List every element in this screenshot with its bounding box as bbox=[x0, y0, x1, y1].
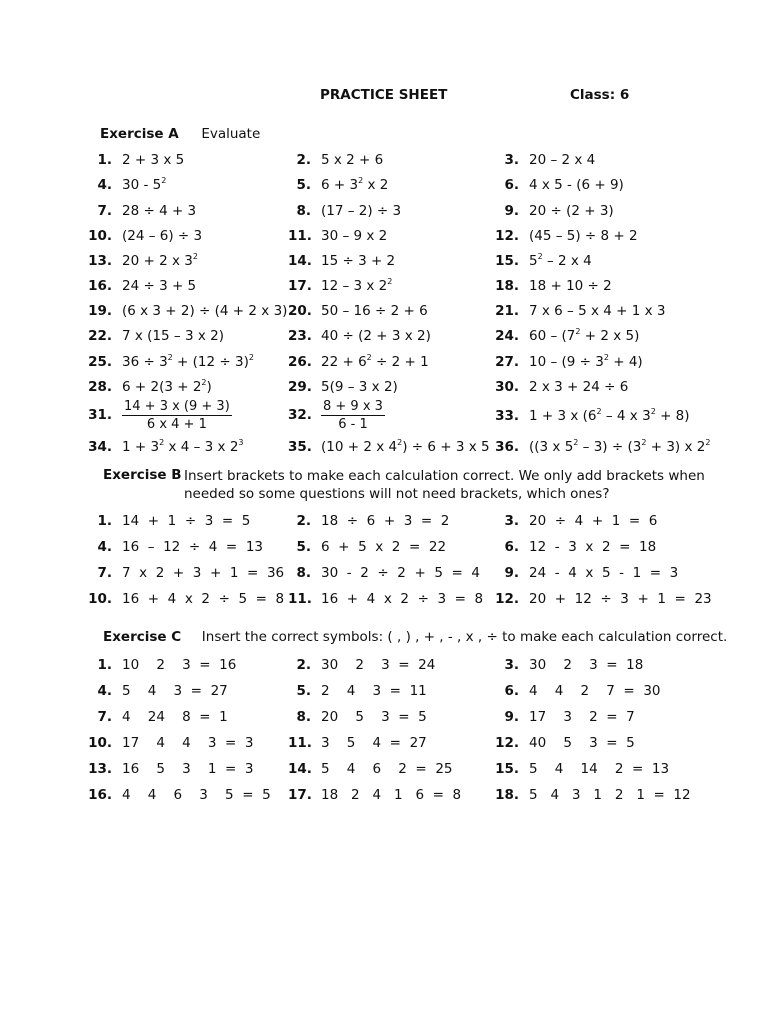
problem-expression: 14 + 1 ÷ 3 = 5 bbox=[122, 513, 251, 529]
problem bbox=[492, 513, 657, 529]
problem-number: 9. bbox=[504, 203, 519, 219]
problem-number: 35. bbox=[288, 439, 312, 455]
problem-expression: (24 – 6) ÷ 3 bbox=[122, 228, 203, 244]
problem bbox=[288, 228, 387, 244]
problem-number: 12. bbox=[495, 735, 519, 751]
problem bbox=[288, 657, 435, 673]
problem-expression: 30 2 3 = 24 bbox=[321, 657, 436, 673]
exponent: 2 bbox=[603, 352, 609, 362]
exponent: 2 bbox=[248, 352, 254, 362]
problem-number: 7. bbox=[97, 565, 112, 581]
problem-expression: 17 3 2 = 7 bbox=[529, 709, 635, 725]
exercise-c-instruction: Insert the correct symbols: ( , ) , + , - , x , ÷ to make each calculation correct. bbox=[201, 629, 728, 645]
problem-number: 9. bbox=[504, 565, 519, 581]
exponent: 2 bbox=[575, 326, 581, 336]
exercise-b-instruction-line1: Insert brackets to make each calculation correct. We only add brackets when bbox=[184, 468, 705, 484]
problem-expression: (45 – 5) ÷ 8 + 2 bbox=[529, 228, 638, 244]
problem-number: 30. bbox=[495, 379, 519, 395]
problem bbox=[288, 354, 429, 370]
exponent: 2 bbox=[705, 437, 711, 447]
exponent: 3 bbox=[238, 437, 244, 447]
problem bbox=[492, 565, 678, 581]
problem-expression: 1 + 3 x ($6^2 - 4$ x $3^2 + 8$) bbox=[529, 406, 690, 424]
problem bbox=[492, 683, 661, 699]
problem bbox=[288, 439, 490, 455]
problem bbox=[88, 539, 263, 555]
problem-number: 31. bbox=[88, 407, 112, 423]
problem bbox=[88, 683, 228, 699]
problem-number: 1. bbox=[97, 152, 112, 168]
problem-number: 5. bbox=[296, 177, 311, 193]
problem bbox=[492, 787, 691, 803]
problem-number: 1. bbox=[97, 657, 112, 673]
problem-expression: 20 + 2 x $3^2$ bbox=[122, 251, 198, 269]
problem-number: 14. bbox=[288, 761, 312, 777]
problem-expression: 12 - 3 x 2 = 18 bbox=[529, 539, 657, 555]
exercise-b-label: Exercise B bbox=[103, 467, 182, 483]
problem bbox=[492, 591, 712, 607]
problem-number: 2. bbox=[296, 152, 311, 168]
problem-number: 14. bbox=[288, 253, 312, 269]
problem bbox=[492, 735, 635, 751]
problem-number: 27. bbox=[495, 354, 519, 370]
exercise-b-heading bbox=[103, 467, 182, 483]
problem bbox=[492, 152, 595, 168]
problem-number: 12. bbox=[495, 591, 519, 607]
problem-expression: 40 ÷ (2 + 3 x 2) bbox=[321, 328, 431, 344]
problem-expression: $10 - (9 \div 3^2 + 4)$ bbox=[529, 352, 643, 370]
problem bbox=[88, 565, 284, 581]
problem-expression: 20 – 2 x 4 bbox=[529, 152, 596, 168]
problem-number: 3. bbox=[504, 513, 519, 529]
problem-number: 2. bbox=[296, 513, 311, 529]
problem bbox=[288, 513, 449, 529]
problem-number: 26. bbox=[288, 354, 312, 370]
exercise-c-heading bbox=[103, 629, 727, 645]
problem-number: 10. bbox=[88, 735, 112, 751]
fraction-denominator: 6 - 1 bbox=[338, 417, 368, 432]
problem-expression: 20 ÷ (2 + 3) bbox=[529, 203, 614, 219]
problem-expression: 16 5 3 1 = 3 bbox=[122, 761, 254, 777]
exercise-a-instruction: Evaluate bbox=[201, 126, 261, 142]
problem bbox=[88, 152, 184, 168]
problem bbox=[288, 398, 385, 432]
problem bbox=[492, 328, 639, 344]
problem bbox=[88, 513, 250, 529]
problem-expression: 20 ÷ 4 + 1 = 6 bbox=[529, 513, 658, 529]
problem-number: 36. bbox=[495, 439, 519, 455]
problem-expression: 30 – 9 x 2 bbox=[321, 228, 388, 244]
problem bbox=[492, 657, 643, 673]
problem bbox=[492, 303, 665, 319]
problem-expression: 17 4 4 3 = 3 bbox=[122, 735, 254, 751]
problem-number: 9. bbox=[504, 709, 519, 725]
problem-number: 6. bbox=[504, 177, 519, 193]
problem-expression: 18 2 4 1 6 = 8 bbox=[321, 787, 462, 803]
problem-expression: 24 ÷ 3 + 5 bbox=[122, 278, 197, 294]
problem-expression: 4 x 5 - (6 + 9) bbox=[529, 177, 624, 193]
problem bbox=[88, 354, 254, 370]
problem-expression: 16 – 12 ÷ 4 = 13 bbox=[122, 539, 263, 555]
problem-number: 7. bbox=[97, 709, 112, 725]
page-title: PRACTICE SHEET bbox=[320, 87, 448, 103]
problem bbox=[288, 303, 428, 319]
problem bbox=[288, 328, 431, 344]
problem-expression: $1 + 3^2$ x 4 – 3 x $2^3$ bbox=[122, 437, 244, 455]
problem-expression: ((3 x $5^2 - 3) \div (3^2 + 3)$ x $2^2$ bbox=[529, 437, 711, 455]
problem bbox=[288, 565, 480, 581]
problem-number: 4. bbox=[97, 177, 112, 193]
problem-number: 16. bbox=[88, 278, 112, 294]
problem-expression: 30 - 2 ÷ 2 + 5 = 4 bbox=[321, 565, 481, 581]
problem-number: 15. bbox=[495, 253, 519, 269]
problem bbox=[88, 228, 202, 244]
problem-expression: 5 4 3 1 2 1 = 12 bbox=[529, 787, 691, 803]
problem-number: 2. bbox=[296, 657, 311, 673]
problem-expression: 7 x 2 + 3 + 1 = 36 bbox=[122, 565, 285, 581]
exponent: 2 bbox=[596, 406, 602, 416]
problem-expression bbox=[122, 398, 232, 432]
problem-expression: $5^2 - 2$ x 4 bbox=[529, 251, 592, 269]
problem-expression: 16 + 4 x 2 ÷ 3 = 8 bbox=[321, 591, 484, 607]
problem bbox=[288, 253, 395, 269]
problem-expression: 5 4 3 = 27 bbox=[122, 683, 228, 699]
problem-number: 1. bbox=[97, 513, 112, 529]
problem-expression: 40 5 3 = 5 bbox=[529, 735, 635, 751]
problem-expression: 4 4 6 3 5 = 5 bbox=[122, 787, 271, 803]
problem bbox=[492, 379, 628, 395]
fraction-numerator: 14 + 3 x (9 + 3) bbox=[124, 399, 230, 414]
problem-number: 20. bbox=[288, 303, 312, 319]
problem-number: 10. bbox=[88, 591, 112, 607]
problem-expression: 18 + 10 ÷ 2 bbox=[529, 278, 612, 294]
problem bbox=[88, 303, 287, 319]
problem bbox=[288, 152, 383, 168]
fraction-numerator: 8 + 9 x 3 bbox=[323, 399, 383, 414]
problem-expression: 12 – 3 x $2^2$ bbox=[321, 276, 393, 294]
exercise-c-label: Exercise C bbox=[103, 629, 182, 645]
problem-number: 8. bbox=[296, 203, 311, 219]
problem bbox=[88, 177, 166, 193]
problem-expression: 20 5 3 = 5 bbox=[321, 709, 427, 725]
exponent: 2 bbox=[641, 437, 647, 447]
exercise-a-label: Exercise A bbox=[100, 126, 179, 142]
problem-number: 11. bbox=[288, 228, 312, 244]
problem bbox=[492, 709, 635, 725]
problem-number: 33. bbox=[495, 408, 519, 424]
problem bbox=[492, 354, 643, 370]
problem-number: 17. bbox=[288, 787, 312, 803]
problem-number: 11. bbox=[288, 735, 312, 751]
problem bbox=[88, 709, 228, 725]
problem bbox=[288, 709, 427, 725]
problem-expression: 5(9 – 3 x 2) bbox=[321, 379, 398, 395]
problem-expression: 5 4 14 2 = 13 bbox=[529, 761, 670, 777]
problem bbox=[288, 278, 392, 294]
exponent: 2 bbox=[387, 276, 393, 286]
problem-number: 21. bbox=[495, 303, 519, 319]
problem-expression: 20 + 12 ÷ 3 + 1 = 23 bbox=[529, 591, 712, 607]
problem-expression: 5 4 6 2 = 25 bbox=[321, 761, 453, 777]
problem bbox=[492, 539, 656, 555]
problem-number: 13. bbox=[88, 253, 112, 269]
problem-number: 3. bbox=[504, 657, 519, 673]
problem-expression: 50 – 16 ÷ 2 + 6 bbox=[321, 303, 428, 319]
problem-expression: 3 5 4 = 27 bbox=[321, 735, 427, 751]
problem bbox=[88, 328, 224, 344]
problem-expression: $36 \div 3^2 + (12 \div 3)^2$ bbox=[122, 352, 254, 370]
problem-number: 29. bbox=[288, 379, 312, 395]
problem-expression: 10 2 3 = 16 bbox=[122, 657, 237, 673]
problem-number: 18. bbox=[495, 278, 519, 294]
problem-expression: (6 x 3 + 2) ÷ (4 + 2 x 3) bbox=[122, 303, 288, 319]
problem bbox=[88, 278, 196, 294]
problem bbox=[88, 253, 198, 269]
problem bbox=[492, 408, 690, 424]
problem-number: 6. bbox=[504, 539, 519, 555]
problem bbox=[492, 439, 710, 455]
problem-expression: 16 + 4 x 2 ÷ 5 = 8 bbox=[122, 591, 285, 607]
problem-expression: 7 x (15 – 3 x 2) bbox=[122, 328, 224, 344]
exponent: 2 bbox=[167, 352, 173, 362]
problem-expression: 24 - 4 x 5 - 1 = 3 bbox=[529, 565, 679, 581]
problem-number: 11. bbox=[288, 591, 312, 607]
problem bbox=[88, 591, 284, 607]
exercise-b-instruction-line2: needed so some questions will not need brackets, which ones? bbox=[184, 486, 610, 502]
problem-number: 16. bbox=[88, 787, 112, 803]
problem bbox=[492, 278, 612, 294]
problem-expression bbox=[321, 398, 385, 432]
problem-expression: 2 + 3 x 5 bbox=[122, 152, 185, 168]
problem-number: 18. bbox=[495, 787, 519, 803]
exponent: 2 bbox=[192, 251, 198, 261]
problem bbox=[288, 683, 427, 699]
problem-number: 17. bbox=[288, 278, 312, 294]
problem-expression: (17 – 2) ÷ 3 bbox=[321, 203, 402, 219]
problem-number: 5. bbox=[296, 683, 311, 699]
problem bbox=[288, 177, 388, 193]
problem bbox=[88, 657, 236, 673]
problem-number: 6. bbox=[504, 683, 519, 699]
problem bbox=[288, 735, 427, 751]
exponent: 2 bbox=[397, 437, 403, 447]
problem bbox=[288, 787, 461, 803]
problem bbox=[492, 177, 624, 193]
problem-number: 15. bbox=[495, 761, 519, 777]
problem-number: 10. bbox=[88, 228, 112, 244]
problem bbox=[492, 203, 614, 219]
problem-expression: 15 ÷ 3 + 2 bbox=[321, 253, 396, 269]
problem-number: 3. bbox=[504, 152, 519, 168]
problem bbox=[88, 787, 271, 803]
problem-number: 7. bbox=[97, 203, 112, 219]
problem-expression: 18 ÷ 6 + 3 = 2 bbox=[321, 513, 450, 529]
exponent: 2 bbox=[573, 437, 579, 447]
problem-expression: $6 + 3^2$ x 2 bbox=[321, 175, 389, 193]
problem bbox=[288, 203, 401, 219]
problem bbox=[88, 439, 244, 455]
class-label: Class: 6 bbox=[570, 87, 630, 103]
problem-expression: 28 ÷ 4 + 3 bbox=[122, 203, 197, 219]
exponent: 2 bbox=[161, 175, 167, 185]
problem-number: 24. bbox=[495, 328, 519, 344]
problem bbox=[88, 735, 254, 751]
exponent: 2 bbox=[201, 377, 207, 387]
exercise-b-instruction bbox=[184, 467, 705, 503]
problem-expression: 5 x 2 + 6 bbox=[321, 152, 384, 168]
fraction bbox=[122, 399, 232, 432]
problem bbox=[288, 539, 446, 555]
problem-number: 13. bbox=[88, 761, 112, 777]
exponent: 2 bbox=[366, 352, 372, 362]
fraction-denominator: 6 x 4 + 1 bbox=[146, 417, 207, 432]
problem-expression: 6 + 5 x 2 = 22 bbox=[321, 539, 447, 555]
problem-number: 8. bbox=[296, 709, 311, 725]
problem-expression: 7 x 6 – 5 x 4 + 1 x 3 bbox=[529, 303, 666, 319]
problem-expression: $30 - 5^2$ bbox=[122, 175, 167, 193]
problem bbox=[288, 591, 483, 607]
problem-number: 4. bbox=[97, 683, 112, 699]
problem-expression: 2 x 3 + 24 ÷ 6 bbox=[529, 379, 629, 395]
problem-expression: $60 - (7^2 + 2$ x 5) bbox=[529, 326, 640, 344]
problem bbox=[88, 761, 254, 777]
problem-number: 5. bbox=[296, 539, 311, 555]
problem bbox=[288, 379, 398, 395]
problem bbox=[88, 379, 212, 395]
problem-number: 22. bbox=[88, 328, 112, 344]
problem-number: 34. bbox=[88, 439, 112, 455]
problem-expression: 2 4 3 = 11 bbox=[321, 683, 427, 699]
problem-expression: 4 24 8 = 1 bbox=[122, 709, 228, 725]
problem bbox=[88, 203, 196, 219]
exponent: 2 bbox=[537, 251, 543, 261]
exponent: 2 bbox=[650, 406, 656, 416]
problem-number: 8. bbox=[296, 565, 311, 581]
problem bbox=[88, 398, 232, 432]
fraction bbox=[321, 399, 385, 432]
problem bbox=[492, 228, 638, 244]
problem bbox=[288, 761, 453, 777]
problem-expression: (10 + 2 x $4^2) \div 6 + 3$ x 5 bbox=[321, 437, 490, 455]
problem-number: 12. bbox=[495, 228, 519, 244]
problem-number: 4. bbox=[97, 539, 112, 555]
problem-number: 32. bbox=[288, 407, 312, 423]
problem-expression: $6 + 2(3 + 2^2)$ bbox=[122, 377, 212, 395]
exercise-a-heading bbox=[100, 126, 260, 142]
problem-number: 19. bbox=[88, 303, 112, 319]
exponent: 2 bbox=[159, 437, 165, 447]
problem-number: 25. bbox=[88, 354, 112, 370]
problem-expression: 4 4 2 7 = 30 bbox=[529, 683, 661, 699]
problem bbox=[492, 253, 592, 269]
problem-number: 23. bbox=[288, 328, 312, 344]
problem-number: 28. bbox=[88, 379, 112, 395]
problem-expression: $22 + 6^2 \div 2 + 1$ bbox=[321, 352, 429, 370]
problem bbox=[492, 761, 669, 777]
exponent: 2 bbox=[358, 175, 364, 185]
problem-expression: 30 2 3 = 18 bbox=[529, 657, 644, 673]
